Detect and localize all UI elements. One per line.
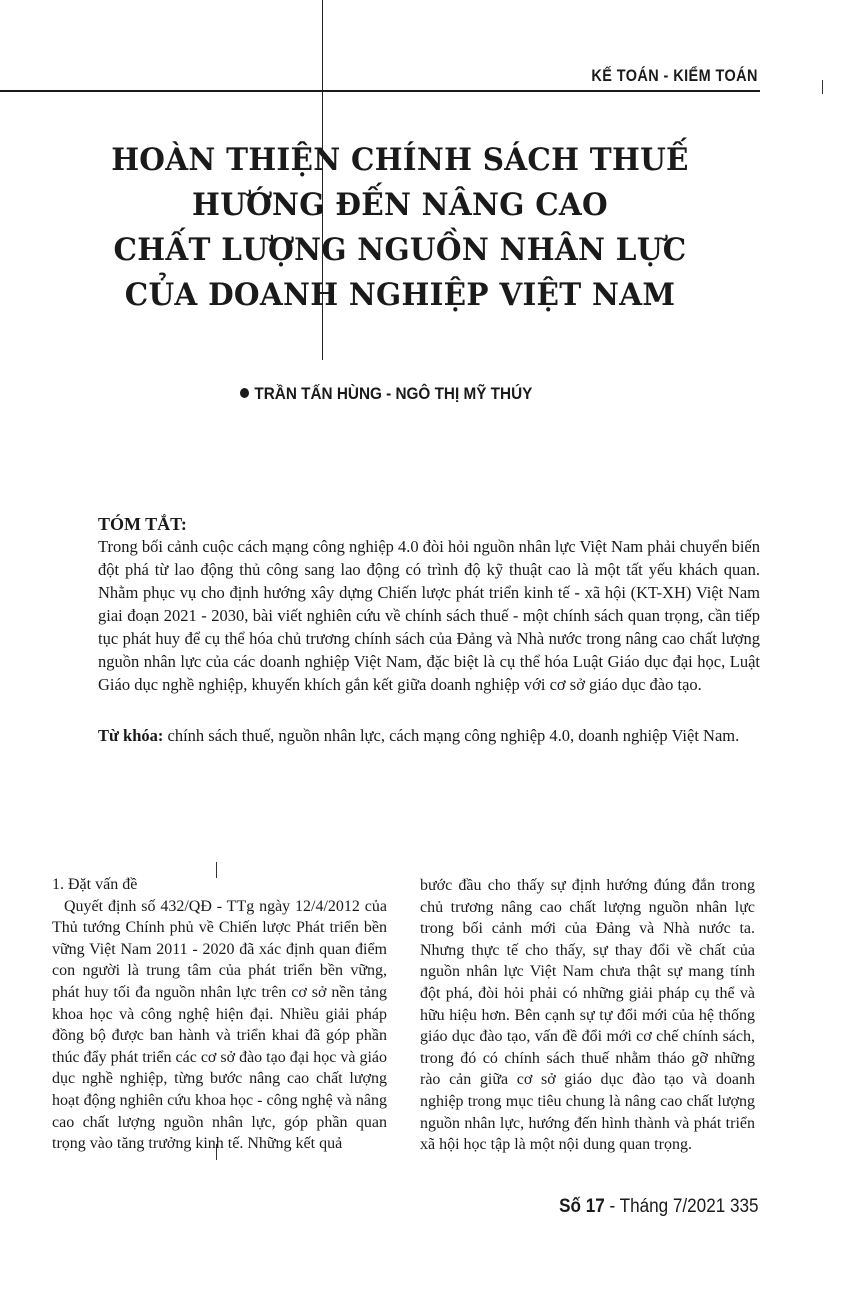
body-column-right xyxy=(420,875,755,1156)
issue-label: Số 17 xyxy=(558,1196,605,1217)
title-line: HƯỚNG ĐẾN NÂNG CAO xyxy=(191,187,609,223)
body-paragraph: bước đầu cho thấy sự định hướng đúng đắn trong chủ trương nâng cao chất lượng nguồn nhân lực trong bối cảnh mới của Đảng và Nhà nước ta. Nhưng thực tế cho thấy, sự thay đổi về chất của nguồn nhân lực Việt Nam chưa thật sự mang tính đột phá, đòi hỏi phải có những giải pháp cụ thể và hữu hiệu hơn. Bên cạnh sự tự đổi mới của hệ thống giáo dục đào tạo, vấn đề đổi mới cơ chế chính sách, trong đó có chính sách thuế nhằm tháo gỡ những rào cản giữa cơ sở giáo dục đào tạo và doanh nghiệp trong mục tiêu chung là nâng cao chất lượng nguồn nhân lực, hướng đến hình thành và phát triển xã hội học tập là một nội dung quan trọng. xyxy=(420,877,755,1154)
bullet-icon xyxy=(240,388,249,398)
authors-line xyxy=(240,384,532,404)
issue-date: - Tháng 7/2021 xyxy=(609,1196,725,1217)
title-line: CHẤT LƯỢNG NGUỒN NHÂN LỰC xyxy=(113,232,687,268)
keywords-block xyxy=(98,724,760,747)
section-label: KẾ TOÁN - KIỂM TOÁN xyxy=(591,66,758,85)
keywords-text: chính sách thuế, nguồn nhân lực, cách mạng công nghiệp 4.0, doanh nghiệp Việt Nam. xyxy=(167,726,740,745)
title-line: CỦA DOANH NGHIỆP VIỆT NAM xyxy=(124,277,676,313)
section-heading: 1. Đặt vấn đề xyxy=(52,876,138,893)
abstract-text-content: Trong bối cảnh cuộc cách mạng công nghiệp 4.0 đòi hỏi nguồn nhân lực Việt Nam phải chuyển biến đột phá từ lao động thủ công sang lao động có trình độ kỹ thuật cao là một tất yếu khách quan. Nhằm phục vụ cho định hướng xây dựng Chiến lược phát triển kinh tế - xã hội (KT-XH) Việt Nam giai đoạn 2021 - 2030, bài viết nghiên cứu về chính sách thuế - một chính sách quan trọng, cần tiếp tục phát huy để cụ thể hóa chủ trương chính sách của Đảng và Nhà nước trong nâng cao chất lượng nguồn nhân lực của các doanh nghiệp Việt Nam, đặc biệt là cụ thể hóa Luật Giáo dục đại học, Luật Giáo dục nghề nghiệp, khuyến khích gắn kết giữa doanh nghiệp với cơ sở giáo dục đào tạo. xyxy=(98,537,760,694)
abstract-text xyxy=(98,535,760,696)
body-paragraph: Quyết định số 432/QĐ - TTg ngày 12/4/2012 của Thủ tướng Chính phủ về Chiến lược Phát triển bền vững Việt Nam 2011 - 2020 đã xác định quan điểm con người là trung tâm của phát triển bền vững, phát huy tối đa nguồn nhân lực trên cơ sở nền tảng khoa học và công nghệ hiện đại. Nhiều giải pháp đồng bộ được ban hành và triển khai đã góp phần thúc đẩy phát triển các cơ sở đào tạo đại học và giáo dục nghề nghiệp, từng bước nâng cao chất lượng hoạt động nghiên cứu khoa học - công nghệ và nâng cao chất lượng nguồn nhân lực, góp phần quan trọng vào tăng trưởng kinh tế. Những kết quả xyxy=(52,897,388,1153)
abstract-body xyxy=(98,535,760,696)
title-line: HOÀN THIỆN CHÍNH SÁCH THUẾ xyxy=(111,142,689,178)
keywords-label: Từ khóa: xyxy=(98,726,164,745)
body-column-left xyxy=(52,874,387,1155)
article-title xyxy=(106,138,695,318)
header-rule xyxy=(0,90,760,92)
page-number: 335 xyxy=(729,1196,758,1217)
crop-mark xyxy=(822,80,823,94)
abstract-heading: TÓM TẮT: xyxy=(98,514,187,534)
authors: TRẦN TẤN HÙNG - NGÔ THỊ MỸ THÚY xyxy=(254,384,533,403)
page-footer xyxy=(559,1196,758,1218)
